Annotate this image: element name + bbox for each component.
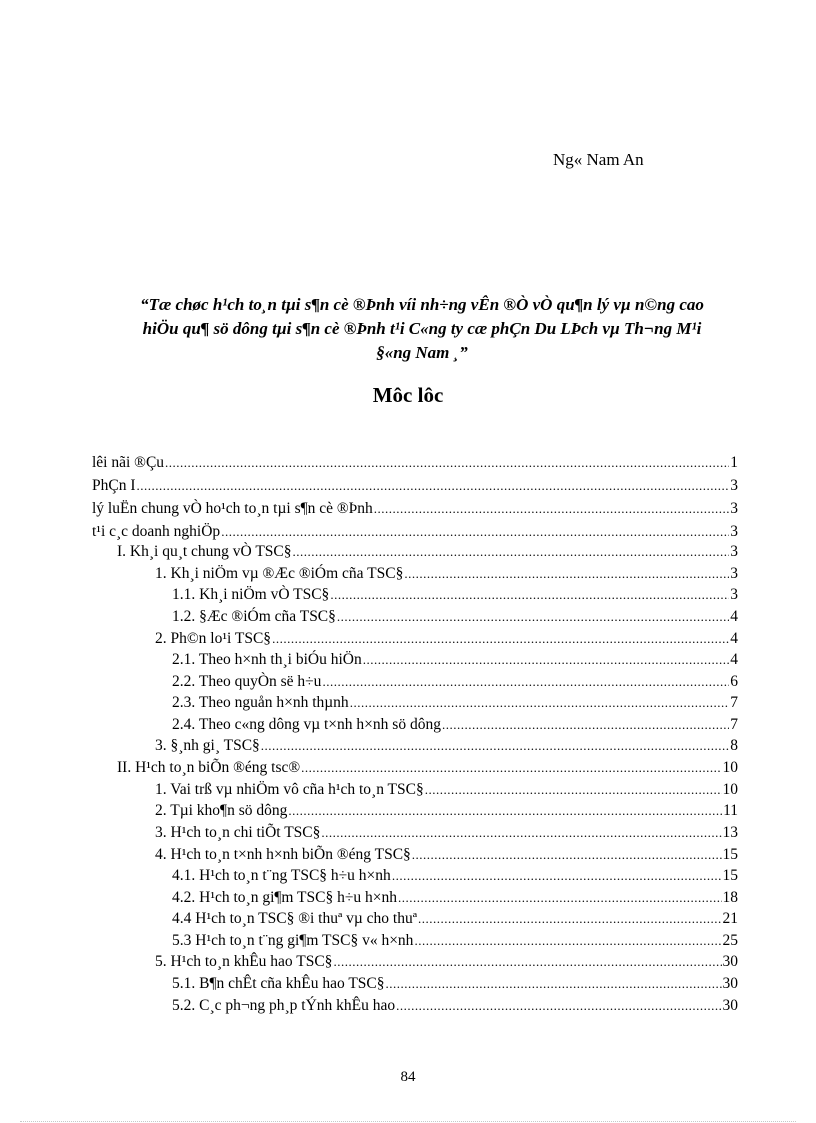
toc-entry-page: 3 — [730, 477, 738, 494]
toc-entry-page: 8 — [730, 737, 738, 754]
toc-entry — [117, 757, 738, 779]
toc-entry — [172, 973, 738, 995]
toc-entry-page: 3 — [730, 500, 738, 517]
toc-entry — [172, 865, 738, 887]
toc-entry-page: 10 — [722, 759, 738, 776]
toc-entry — [172, 714, 738, 736]
toc-entry-label: 1.1. Kh¸i niÖm vÒ TSC§ — [172, 586, 330, 603]
toc-dot-leader — [442, 714, 729, 736]
toc-entry-page: 4 — [730, 651, 738, 668]
toc-entry — [172, 995, 738, 1017]
author-name: Ng« Nam An — [553, 150, 644, 169]
toc-entry-label: 2.3. Theo nguån h×nh thµnh — [172, 694, 349, 711]
toc-entry-label: 4.1. H¹ch to¸n t¨ng TSC§ h÷u h×nh — [172, 867, 391, 884]
toc-entry — [92, 452, 738, 474]
toc-entry-page: 30 — [722, 953, 738, 970]
toc-entry-page: 7 — [730, 716, 738, 733]
toc-entry-page: 3 — [730, 565, 738, 582]
toc-entry-label: lý luËn chung vÒ ho¹ch to¸n tµi s¶n cè ®Þnh — [92, 500, 373, 517]
toc-entry — [155, 735, 738, 757]
toc-entry-page: 15 — [722, 867, 738, 884]
toc-entry — [172, 584, 738, 606]
toc-dot-leader — [337, 606, 729, 628]
toc-entry-page: 6 — [730, 673, 738, 690]
toc-entry — [172, 606, 738, 628]
toc-dot-leader — [404, 563, 729, 585]
document-title — [92, 293, 752, 365]
toc-dot-leader — [288, 800, 722, 822]
toc-dot-leader — [392, 865, 722, 887]
toc-dot-leader — [322, 671, 729, 693]
toc-dot-leader — [333, 951, 721, 973]
toc-dot-leader — [425, 779, 722, 801]
toc-dot-leader — [261, 735, 729, 757]
toc-entry-label: 2.1. Theo h×nh th¸i biÓu hiÖn — [172, 651, 362, 668]
toc-heading: Môc lôc — [372, 383, 444, 407]
toc-entry-label: 4.4 H¹ch to¸n TSC§ ®i thuª vµ cho thuª — [172, 910, 418, 927]
title-line: “Tæ chøc h¹ch to¸n tµi s¶n cè ®Þnh víi nh÷ng vÊn ®Ò vÒ qu¶n lý vµ n©ng cao — [140, 295, 704, 314]
toc-entry-label: lêi nãi ®Çu — [92, 454, 165, 471]
toc-dot-leader — [350, 692, 730, 714]
toc-entry — [155, 628, 738, 650]
toc-dot-leader — [330, 584, 729, 606]
title-line: hiÖu qu¶ sö dông tµi s¶n cè ®Þnh t¹i C«ng ty cæ phÇn Du LÞch vµ Th¬ng M¹i — [142, 319, 702, 338]
toc-dot-leader — [293, 541, 730, 563]
toc-entry-label: PhÇn I — [92, 477, 136, 494]
toc-dot-leader — [165, 452, 729, 474]
toc-entry-label: 4. H¹ch to¸n t×nh h×nh biÕn ®éng TSC§ — [155, 846, 411, 863]
toc-entry-page: 7 — [730, 694, 738, 711]
toc-entry-page: 18 — [722, 889, 738, 906]
toc-entry-label: t¹i c¸c doanh nghiÖp — [92, 523, 221, 540]
toc-dot-leader — [272, 628, 729, 650]
toc-entry — [155, 844, 738, 866]
toc-dot-leader — [221, 521, 729, 543]
toc-entry-label: 5.2. C¸c ph¬ng ph¸p tÝnh khÊu hao — [172, 997, 396, 1014]
toc-dot-leader — [412, 844, 722, 866]
toc-entry-page: 30 — [722, 997, 738, 1014]
toc-dot-leader — [301, 757, 721, 779]
page-bottom-divider — [20, 1121, 796, 1122]
toc-entry-label: I. Kh¸i qu¸t chung vÒ TSC§ — [117, 543, 292, 560]
toc-entry — [155, 779, 738, 801]
toc-entry-label: 5.1. B¶n chÊt cña khÊu hao TSC§ — [172, 975, 385, 992]
toc-entry-page: 21 — [722, 910, 738, 927]
toc-entry-label: 1. Kh¸i niÖm vµ ®Æc ®iÓm cña TSC§ — [155, 565, 404, 582]
toc-entry — [155, 563, 738, 585]
toc-entry — [155, 951, 738, 973]
toc-entry-label: 2. Tµi kho¶n sö dông — [155, 802, 288, 819]
toc-dot-leader — [363, 649, 730, 671]
toc-entry — [172, 887, 738, 909]
title-line: §«ng Nam ¸” — [376, 343, 468, 362]
toc-entry-label: 2.2. Theo quyÒn së h÷u — [172, 673, 322, 690]
toc-entry — [172, 930, 738, 952]
toc-entry-label: 2.4. Theo c«ng dông vµ t×nh h×nh sö dông — [172, 716, 441, 733]
toc-dot-leader — [396, 995, 721, 1017]
page-number: 84 — [400, 1069, 416, 1085]
toc-entry-label: 4.2. H¹ch to¸n gi¶m TSC§ h÷u h×nh — [172, 889, 397, 906]
toc-entry — [172, 671, 738, 693]
toc-entry-page: 3 — [730, 523, 738, 540]
toc-entry-label: 1.2. §Æc ®iÓm cña TSC§ — [172, 608, 336, 625]
toc-entry-label: 2. Ph©n lo¹i TSC§ — [155, 630, 272, 647]
toc-entry-page: 30 — [722, 975, 738, 992]
toc-entry-page: 3 — [730, 543, 738, 560]
toc-dot-leader — [374, 498, 729, 520]
toc-entry-page: 10 — [722, 781, 738, 798]
toc-entry-page: 15 — [722, 846, 738, 863]
toc-dot-leader — [137, 475, 730, 497]
toc-entry-page: 11 — [723, 802, 738, 819]
toc-dot-leader — [398, 887, 722, 909]
toc-entry-page: 4 — [730, 608, 738, 625]
toc-dot-leader — [386, 973, 722, 995]
toc-entry-label: 3. §¸nh gi¸ TSC§ — [155, 737, 260, 754]
toc-entry — [155, 800, 738, 822]
toc-entry-label: 3. H¹ch to¸n chi tiÕt TSC§ — [155, 824, 321, 841]
toc-entry — [92, 498, 738, 520]
toc-entry-page: 4 — [730, 630, 738, 647]
toc-entry — [92, 521, 738, 543]
toc-entry-page: 1 — [730, 454, 738, 471]
toc-dot-leader — [414, 930, 721, 952]
toc-entry-page: 3 — [730, 586, 738, 603]
toc-entry — [172, 692, 738, 714]
toc-entry — [172, 908, 738, 930]
toc-entry-label: 5. H¹ch to¸n khÊu hao TSC§ — [155, 953, 333, 970]
toc-entry — [155, 822, 738, 844]
toc-entry — [117, 541, 738, 563]
toc-entry — [92, 475, 738, 497]
toc-entry-page: 25 — [722, 932, 738, 949]
toc-entry-label: II. H¹ch to¸n biÕn ®éng tsc® — [117, 759, 301, 776]
toc-dot-leader — [418, 908, 721, 930]
toc-entry — [172, 649, 738, 671]
toc-entry-label: 5.3 H¹ch to¸n t¨ng gi¶m TSC§ v« h×nh — [172, 932, 414, 949]
toc-entry-page: 13 — [722, 824, 738, 841]
toc-entry-label: 1. Vai trß vµ nhiÖm vô cña h¹ch to¸n TSC§ — [155, 781, 424, 798]
toc-dot-leader — [321, 822, 721, 844]
